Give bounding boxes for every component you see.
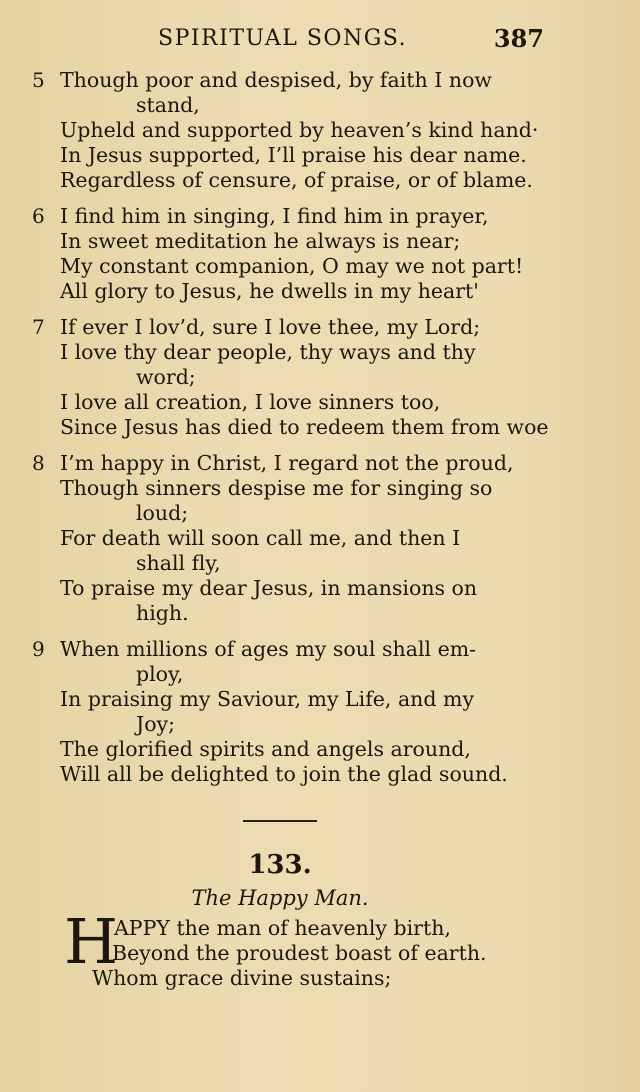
verse xyxy=(32,315,572,440)
verse-line: If ever I lov’d, sure I love thee, my Lord; xyxy=(60,315,481,339)
verse-number: 9 xyxy=(32,637,45,661)
verse-number: 7 xyxy=(32,315,45,339)
verse-line: shall fly, xyxy=(136,551,221,575)
verse-line: I love thy dear people, thy ways and thy xyxy=(60,340,476,364)
verse-line: For death will soon call me, and then I xyxy=(60,526,461,550)
verse-line: In praising my Saviour, my Life, and my xyxy=(60,687,475,711)
page-number: 387 xyxy=(493,24,544,53)
verse xyxy=(32,451,572,626)
verse-line: Joy; xyxy=(136,712,176,736)
verse-line: When millions of ages my soul shall em- xyxy=(60,637,477,661)
hymn-line: APPY the man of heavenly birth, xyxy=(114,916,451,940)
page-header xyxy=(0,24,640,58)
verse-line: All glory to Jesus, he dwells in my heart' xyxy=(60,279,479,303)
hymn-title: The Happy Man. xyxy=(191,886,369,910)
verse xyxy=(32,68,572,193)
verse-line: The glorified spirits and angels around, xyxy=(60,737,471,761)
verse-line: word; xyxy=(136,365,196,389)
section-divider xyxy=(243,820,317,822)
verse-line: loud; xyxy=(136,501,189,525)
verse-line: I find him in singing, I find him in prayer, xyxy=(60,204,489,228)
hymn-verses xyxy=(32,68,572,798)
verse-line: In sweet meditation he always is near; xyxy=(60,229,461,253)
verse xyxy=(32,637,572,787)
verse-number: 6 xyxy=(32,204,45,228)
verse-line: Will all be delighted to join the glad sound. xyxy=(60,762,508,786)
verse-line: In Jesus supported, I’ll praise his dear name. xyxy=(60,143,527,167)
verse-line: I love all creation, I love sinners too, xyxy=(60,390,441,414)
verse-line: Though sinners despise me for singing so xyxy=(60,476,493,500)
verse-line: Regardless of censure, of praise, or of blame. xyxy=(60,168,533,192)
verse-line: My constant companion, O may we not part! xyxy=(60,254,524,278)
verse-line: I’m happy in Christ, I regard not the proud, xyxy=(60,451,514,475)
verse xyxy=(32,204,572,304)
running-title: SPIRITUAL SONGS. xyxy=(158,26,408,51)
drop-cap: H xyxy=(64,905,119,978)
hymn-line: Whom grace divine sustains; xyxy=(92,966,392,990)
hymn-number: 133. xyxy=(248,850,312,880)
verse-line: To praise my dear Jesus, in mansions on xyxy=(60,576,478,600)
hymn-opening-lines xyxy=(0,905,560,991)
hymn-line: Beyond the proudest boast of earth. xyxy=(112,941,487,965)
verse-line: high. xyxy=(136,601,189,625)
verse-line: Upheld and supported by heaven’s kind hand· xyxy=(60,118,539,142)
verse-line: stand, xyxy=(136,93,200,117)
verse-line: Since Jesus has died to redeem them from woe xyxy=(60,415,549,439)
verse-line: ploy, xyxy=(136,662,184,686)
verse-number: 5 xyxy=(32,68,45,92)
verse-number: 8 xyxy=(32,451,45,475)
verse-line: Though poor and despised, by faith I now xyxy=(60,68,492,92)
